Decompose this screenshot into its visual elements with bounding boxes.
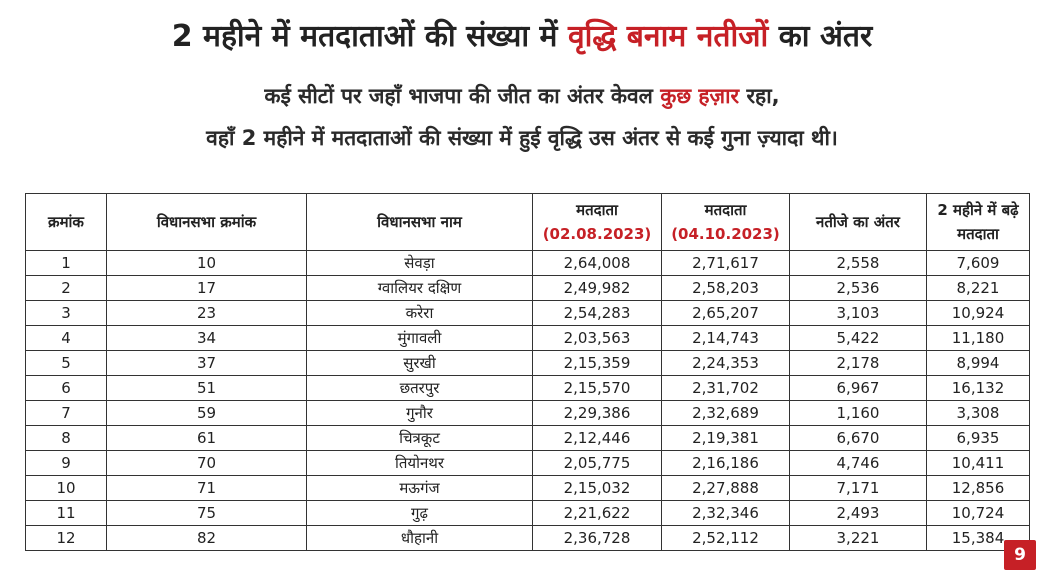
page-title [0,14,1044,55]
table-row [26,401,1030,426]
subtitle-line1-part2: रहा, [739,84,780,108]
cell-serial: 8 [26,426,107,451]
cell-voters-aug: 2,54,283 [533,301,662,326]
header-voters-oct-date: (04.10.2023) [671,225,780,243]
cell-voters-aug: 2,36,728 [533,526,662,551]
cell-voters-aug: 2,03,563 [533,326,662,351]
cell-increase: 10,411 [927,451,1030,476]
header-increase: 2 महीने में बढ़े मतदाता [927,194,1030,251]
cell-constituency-name: तियोनथर [307,451,533,476]
cell-increase: 8,994 [927,351,1030,376]
subtitle-line-2: वहाँ 2 महीने में मतदाताओं की संख्या में हुई वृद्धि उस अंतर से कई गुना ज़्यादा थी। [206,126,838,150]
table-body [26,251,1030,551]
table-row [26,376,1030,401]
cell-voters-oct: 2,16,186 [662,451,790,476]
cell-voters-oct: 2,65,207 [662,301,790,326]
cell-voters-aug: 2,29,386 [533,401,662,426]
cell-voters-aug: 2,15,570 [533,376,662,401]
subtitle-line-1 [0,82,1044,110]
table-row [26,301,1030,326]
cell-increase: 10,724 [927,501,1030,526]
table-row [26,326,1030,351]
cell-increase: 8,221 [927,276,1030,301]
cell-increase: 15,384 [927,526,1030,551]
cell-constituency-no: 23 [107,301,307,326]
title-part2: का अंतर [768,19,873,54]
cell-voters-oct: 2,32,346 [662,501,790,526]
cell-increase: 7,609 [927,251,1030,276]
header-voters-aug [533,194,662,251]
cell-increase: 10,924 [927,301,1030,326]
cell-serial: 1 [26,251,107,276]
cell-constituency-name: ग्वालियर दक्षिण [307,276,533,301]
cell-increase: 11,180 [927,326,1030,351]
cell-voters-aug: 2,12,446 [533,426,662,451]
cell-constituency-name: धौहानी [307,526,533,551]
cell-serial: 10 [26,476,107,501]
cell-constituency-name: मऊगंज [307,476,533,501]
cell-voters-oct: 2,27,888 [662,476,790,501]
cell-margin: 6,967 [790,376,927,401]
title-part1: 2 महीने में मतदाताओं की संख्या में [171,19,568,54]
header-voters-aug-date: (02.08.2023) [542,225,652,243]
header-margin: नतीजे का अंतर [790,194,927,251]
page-number-badge: 9 [1004,540,1036,570]
title-highlight: वृद्धि बनाम नतीजों [567,19,769,54]
cell-constituency-no: 70 [107,451,307,476]
cell-voters-oct: 2,24,353 [662,351,790,376]
table-row [26,526,1030,551]
cell-constituency-no: 59 [107,401,307,426]
cell-serial: 7 [26,401,107,426]
cell-serial: 12 [26,526,107,551]
cell-constituency-no: 10 [107,251,307,276]
header-voters-oct [662,194,790,251]
cell-constituency-name: करेरा [307,301,533,326]
cell-constituency-name: सेवड़ा [307,251,533,276]
subtitle-line1-highlight: कुछ हज़ार [660,84,740,108]
header-constituency-name: विधानसभा नाम [307,194,533,251]
cell-margin: 2,493 [790,501,927,526]
cell-serial: 11 [26,501,107,526]
table-row [26,276,1030,301]
cell-constituency-no: 71 [107,476,307,501]
cell-constituency-name: सुरखी [307,351,533,376]
cell-constituency-no: 34 [107,326,307,351]
cell-voters-aug: 2,49,982 [533,276,662,301]
cell-increase: 3,308 [927,401,1030,426]
table-row [26,426,1030,451]
cell-constituency-name: गुनौर [307,401,533,426]
cell-margin: 2,178 [790,351,927,376]
header-voters-aug-label: मतदाता [576,201,618,219]
cell-voters-aug: 2,05,775 [533,451,662,476]
cell-margin: 7,171 [790,476,927,501]
cell-voters-aug: 2,15,359 [533,351,662,376]
header-voters-oct-label: मतदाता [704,201,747,219]
cell-constituency-no: 37 [107,351,307,376]
cell-voters-oct: 2,52,112 [662,526,790,551]
cell-margin: 3,103 [790,301,927,326]
table-row [26,251,1030,276]
cell-margin: 1,160 [790,401,927,426]
table-row [26,351,1030,376]
voter-data-table [25,193,1030,551]
cell-constituency-no: 17 [107,276,307,301]
table-row [26,476,1030,501]
cell-voters-oct: 2,14,743 [662,326,790,351]
cell-constituency-no: 82 [107,526,307,551]
cell-constituency-no: 75 [107,501,307,526]
cell-margin: 2,558 [790,251,927,276]
cell-constituency-name: चित्रकूट [307,426,533,451]
cell-increase: 16,132 [927,376,1030,401]
header-constituency-no: विधानसभा क्रमांक [107,194,307,251]
cell-constituency-name: गुढ़ [307,501,533,526]
cell-voters-oct: 2,32,689 [662,401,790,426]
cell-serial: 4 [26,326,107,351]
cell-margin: 4,746 [790,451,927,476]
cell-increase: 6,935 [927,426,1030,451]
cell-voters-oct: 2,71,617 [662,251,790,276]
cell-constituency-name: मुंगावली [307,326,533,351]
cell-voters-oct: 2,58,203 [662,276,790,301]
table-header-row [26,194,1030,251]
table-row [26,451,1030,476]
cell-constituency-no: 61 [107,426,307,451]
table-row [26,501,1030,526]
cell-constituency-name: छतरपुर [307,376,533,401]
cell-margin: 3,221 [790,526,927,551]
cell-serial: 5 [26,351,107,376]
cell-increase: 12,856 [927,476,1030,501]
cell-margin: 6,670 [790,426,927,451]
header-serial: क्रमांक [26,194,107,251]
cell-voters-aug: 2,64,008 [533,251,662,276]
cell-voters-oct: 2,19,381 [662,426,790,451]
cell-margin: 2,536 [790,276,927,301]
cell-serial: 2 [26,276,107,301]
cell-margin: 5,422 [790,326,927,351]
cell-serial: 9 [26,451,107,476]
cell-voters-oct: 2,31,702 [662,376,790,401]
subtitle-line1-part1: कई सीटों पर जहाँ भाजपा की जीत का अंतर केवल [264,84,661,108]
cell-voters-aug: 2,21,622 [533,501,662,526]
cell-serial: 6 [26,376,107,401]
cell-serial: 3 [26,301,107,326]
cell-voters-aug: 2,15,032 [533,476,662,501]
cell-constituency-no: 51 [107,376,307,401]
